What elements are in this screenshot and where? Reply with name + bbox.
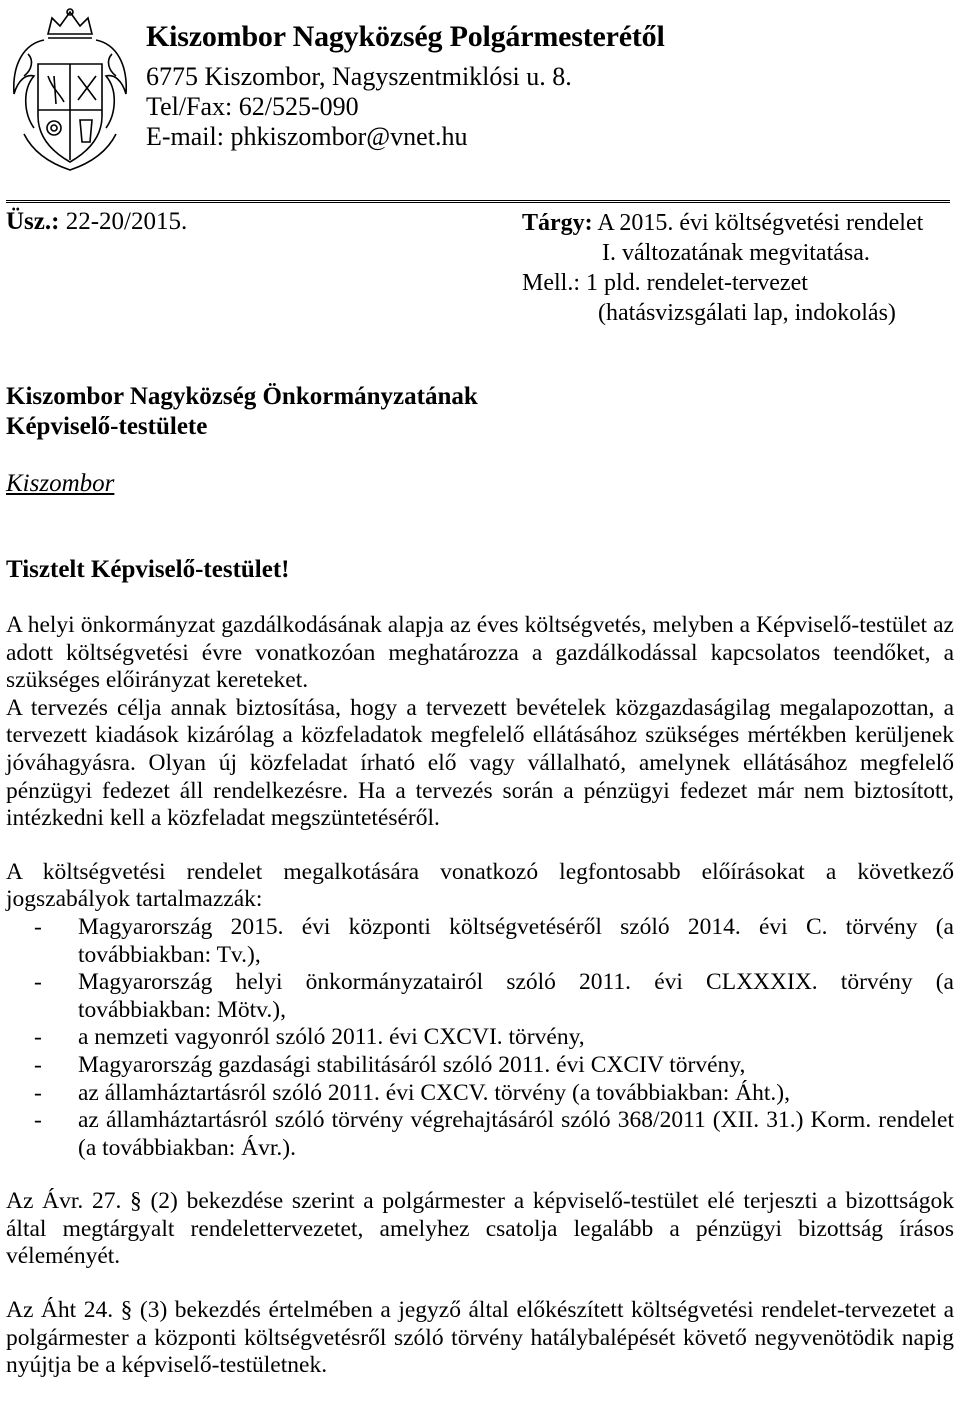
- list-item-text: a nemzeti vagyonról szóló 2011. évi CXCVI. törvény,: [78, 1024, 585, 1051]
- legislation-list: [6, 914, 954, 1162]
- attachment-label: Mell.:: [522, 270, 580, 296]
- attachment-line-1: 1 pld. rendelet-tervezet: [586, 270, 808, 296]
- org-address: 6775 Kiszombor, Nagyszentmiklósi u. 8.: [146, 62, 572, 91]
- paragraph-2: A tervezés célja annak biztosítása, hogy a tervezett bevételek közgazdaságilag megalapozottan, a tervezett kiadások kizárólag a közfeladatok megfelelő ellátásához szükséges mértékben kerüljenek jóváhagyásra. Olyan új közfeladat írható elő vagy vállalható, amelynek ellátásához megfelelő pénzügyi fedezet áll rendelkezésre. Ha a tervezés során a pénzügyi fedezet már nem biztosított, intézkedni kell a közfeladat megszüntetéséről.: [6, 694, 954, 832]
- coat-of-arms-logo: [4, 4, 138, 174]
- reference-number: [6, 208, 187, 236]
- reference-value: 22-20/2015.: [65, 208, 188, 235]
- subject-block: [522, 208, 923, 328]
- letter-body: [6, 612, 954, 1380]
- list-dash: -: [34, 1024, 42, 1051]
- org-phone: Tel/Fax: 62/525-090: [146, 92, 359, 121]
- greeting: Tisztelt Képviselő-testület!: [6, 556, 290, 583]
- list-dash: -: [34, 1107, 42, 1134]
- addressee: [6, 382, 478, 442]
- paragraph-1: A helyi önkormányzat gazdálkodásának alapja az éves költségvetés, melyben a Képviselő-testület az adott költségvetési évre vonatkozóan meghatározza a gazdálkodással kapcsolatos teendőket, a szükséges előirányzat kereteket.: [6, 612, 954, 694]
- org-title: Kiszombor Nagyközség Polgármesterétől: [146, 20, 665, 53]
- list-item-text: Magyarország helyi önkormányzatairól szóló 2011. évi CLXXXIX. törvény (a továbbiakban: Mötv.),: [78, 969, 954, 1023]
- paragraph-3: A költségvetési rendelet megalkotására vonatkozó legfontosabb előírásokat a következő jogszabályok tartalmazzák:: [6, 858, 954, 913]
- addressee-line-1: Kiszombor Nagyközség Önkormányzatának: [6, 383, 478, 410]
- addressee-place: Kiszombor: [6, 470, 115, 497]
- list-item: [6, 1024, 954, 1052]
- paragraph-4: Az Ávr. 27. § (2) bekezdése szerint a polgármester a képviselő-testület elé terjeszti a bizottságok által megtárgyalt rendelettervezetet, amelyhez csatolja legalább a pénzügyi bizottság írásos véleményét.: [6, 1188, 954, 1270]
- list-dash: -: [34, 1079, 42, 1106]
- list-item: [6, 1052, 954, 1080]
- reference-label: Üsz.:: [6, 208, 60, 235]
- list-item-text: Magyarország 2015. évi központi költségvetéséről szóló 2014. évi C. törvény (a továbbiakban: Tv.),: [78, 913, 954, 968]
- list-dash: -: [34, 913, 42, 940]
- list-item: [6, 969, 954, 1024]
- header-divider: [6, 200, 950, 203]
- paragraph-5: Az Áht 24. § (3) bekezdés értelmében a jegyző által előkészített költségvetési rendelet-tervezetet a polgármester a központi költségvetésről szóló törvény hatálybalépését követő negyvenötödik napig nyújtja be a képviselő-testületnek.: [6, 1297, 954, 1379]
- list-dash: -: [34, 969, 42, 996]
- addressee-line-2: Képviselő-testülete: [6, 413, 208, 440]
- list-item-text: Magyarország gazdasági stabilitásáról szóló 2011. évi CXCIV törvény,: [78, 1051, 746, 1078]
- subject-label: Tárgy:: [522, 210, 593, 236]
- list-item: [6, 1080, 954, 1108]
- org-email: E-mail: phkiszombor@vnet.hu: [146, 122, 468, 151]
- list-item-text: az államháztartásról szóló törvény végrehajtásáról szóló 368/2011 (XII. 31.) Korm. rendelet (a továbbiakban: Ávr.).: [78, 1107, 954, 1161]
- attachment-line-2: (hatásvizsgálati lap, indokolás): [598, 300, 896, 326]
- list-dash: -: [34, 1051, 42, 1078]
- list-item-text: az államháztartásról szóló 2011. évi CXCV. törvény (a továbbiakban: Áht.),: [78, 1079, 790, 1106]
- subject-line-1: A 2015. évi költségvetési rendelet: [597, 210, 924, 236]
- list-item: [6, 1107, 954, 1162]
- subject-line-2: I. változatának megvitatása.: [602, 240, 870, 266]
- list-item: [6, 914, 954, 969]
